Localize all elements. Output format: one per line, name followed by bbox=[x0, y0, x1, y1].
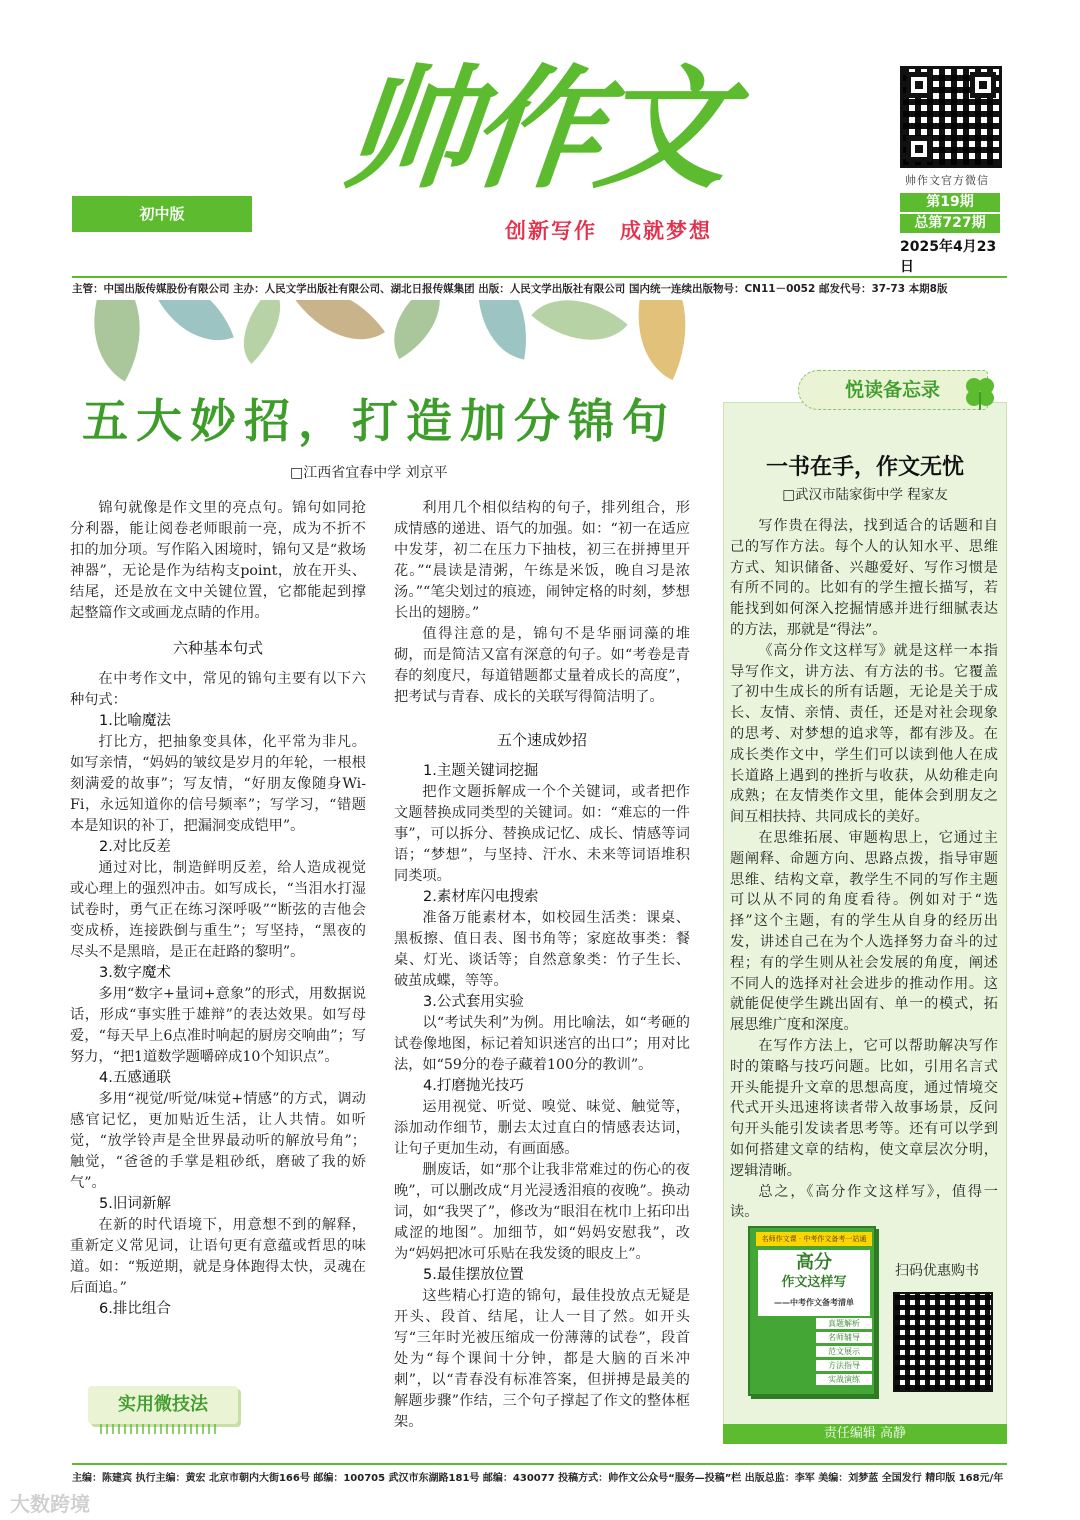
column-label: 实用微技法 bbox=[88, 1386, 238, 1424]
subheading: 4.五感通联 bbox=[99, 1070, 171, 1086]
paragraph: 把作文题拆解成一个个关键词，或者把作文题替换成同类型的关键词。如：“难忘的一件事”，可以拆分、替换成记忆、成长、情感等词语；“梦想”，与坚持、汗水、未来等词语堆积同类项。 bbox=[394, 784, 690, 884]
paragraph: 《高分作文这样写》就是这样一本指导写作文，讲方法、有方法的书。它覆盖了初中生成长的所有话题，无论是关于成长、友情、亲情、责任，还是对社会现象的思考、对梦想的追求等，都有涉及。在成长类作文中，学生们可以读到他人在成长道路上遇到的挫折与收获，从幼稚走向成熟；在友情类作文里，能体会到朋友之间互相扶持、共同成长的美好。 bbox=[730, 642, 998, 826]
leaf-icon bbox=[223, 300, 301, 364]
paragraph: 写作贵在得法，找到适合的话题和自己的写作方法。每个人的认知水平、思维方式、知识储备、兴趣爱好、写作习惯是有所不同的。比如有的学生擅长描写，若能找到如何深入挖掘情感并进行细腻表达的方法，那就是“得法”。 bbox=[730, 518, 998, 638]
paragraph: 打比方，把抽象变具体，化平常为非凡。如写亲情，“妈妈的皱纹是岁月的年轮，一根根刻满爱的故事”；写友情，“好朋友像随身Wi-Fi，永远知道你的信号频率”；写学习，“错题本是知识的补丁，把漏洞变成铠甲”。 bbox=[70, 734, 366, 834]
paragraph: 值得注意的是，锦句不是华丽词藻的堆砌，而是简洁又富有深意的句子。如“考卷是青春的刻度尺，每道错题都丈量着成长的高度”，把考试与青春、成长的关联写得简洁明了。 bbox=[394, 626, 690, 705]
qr-finder-icon bbox=[970, 72, 996, 98]
book-feature: 范文展示 bbox=[816, 1346, 872, 1357]
scan-caption: 扫码优惠购书 bbox=[895, 1263, 979, 1279]
sidebar-title: 一书在手，作文无忧 bbox=[765, 455, 964, 480]
leaf-icon bbox=[531, 300, 628, 367]
masthead bbox=[0, 0, 1080, 295]
book-feature: 名师辅导 bbox=[816, 1332, 872, 1343]
paragraph: 利用几个相似结构的句子，排列组合，形成情感的递进、语气的加强。如：“初一在适应中发芽，初二在压力下抽枝，初三在拼搏里开花。”“晨读是清粥，午练是米饭，晚自习是浓汤。”“笔尖划过的痕迹，闹钟定格的时刻，梦想长出的翅膀。” bbox=[394, 500, 690, 621]
book-feature-list bbox=[816, 1318, 872, 1388]
subheading: 5.旧词新解 bbox=[99, 1196, 171, 1212]
article-headline: 五大妙招，打造加分锦句 bbox=[82, 394, 676, 448]
article-column-left bbox=[70, 498, 366, 1320]
qr-finder-icon bbox=[906, 72, 932, 98]
editor-credit: 责任编辑 高静 bbox=[723, 1424, 1007, 1444]
issue-date: 2025年4月23日 bbox=[900, 239, 997, 275]
qr-caption: 帅作文官方微信 bbox=[905, 174, 989, 187]
subheading: 3.公式套用实验 bbox=[423, 994, 524, 1010]
publisher-info: 主管：中国出版传媒股份有限公司 主办：人民文学出版社有限公司、湖北日报传媒集团 出版：人民文学出版社有限公司 国内统一连续出版物号：CN11－0052 邮发代号：37-73 本期8版 bbox=[72, 276, 1007, 296]
paragraph: 在新的时代语境下，用意想不到的解释，重新定义常见词，让语句更有意蕴或哲思的味道。如：“叛逆期，就是身体跑得太快，灵魂在后面追。” bbox=[70, 1217, 366, 1296]
leaf-banner bbox=[72, 300, 700, 388]
subheading: 4.打磨抛光技巧 bbox=[423, 1078, 524, 1094]
sidebar-byline: □武汉市陆家街中学 程家友 bbox=[782, 487, 948, 503]
book-series: 名师作文课 · 中考作文备考一站通 bbox=[756, 1232, 872, 1246]
wechat-qr-code[interactable] bbox=[900, 66, 1002, 168]
subheading: 1.比喻魔法 bbox=[99, 713, 171, 729]
book-title bbox=[758, 1250, 870, 1316]
subheading: 5.最佳摆放位置 bbox=[423, 1267, 524, 1283]
leaf-icon bbox=[150, 300, 234, 358]
paragraph: 在写作方法上，它可以帮助解决写作时的策略与技巧问题。比如，引用名言式开头能提升文章的思想高度，通过情境交代式开头迅速将读者带入故事场景，反问句开头能引发读者思考等。还有可以学到如何搭建文章的结构，使文章层次分明，逻辑清晰。 bbox=[730, 1037, 998, 1179]
leaf-icon bbox=[294, 300, 385, 364]
paragraph: 多用“视觉/听觉/味觉+情感”的方式，调动感官记忆，更加贴近生活，让人共情。如听觉，“放学铃声是全世界最动听的解放号角”；触觉，“爸爸的手掌是粗砂纸，磨破了我的娇气”。 bbox=[70, 1091, 366, 1191]
subheading: 1.主题关键词挖掘 bbox=[423, 763, 539, 779]
book-title-second: 作文这样写 bbox=[781, 1275, 847, 1290]
book-title-main: 高分 bbox=[796, 1252, 832, 1273]
sidebar-tag: 悦读备忘录 bbox=[798, 370, 988, 410]
leaf-icon bbox=[465, 300, 539, 360]
total-issue-number: 总第727期 bbox=[900, 214, 1000, 233]
article-intro: 锦句就像是作文里的亮点句。锦句如同抢分利器，能让阅卷老师眼前一亮，成为不折不扣的加分项。写作陷入困境时，锦句又是“救场神器”，无论是作为结构支point，放在开头、结尾，还是放在文中关键位置，它都能起到撑起整篇作文或画龙点睛的作用。 bbox=[70, 500, 366, 621]
paragraph: 删废话，如“那个让我非常难过的伤心的夜晚”，可以删改成“月光浸透泪痕的夜晚”。换动词，如“我哭了”，修改为“眼泪在枕巾上拓印出咸涩的地图”。加细节，如“妈妈安慰我”，改为“妈妈把冰可乐贴在我发烫的眼皮上”。 bbox=[394, 1162, 690, 1262]
subheading: 2.素材库闪电搜索 bbox=[423, 889, 539, 905]
subheading: 2.对比反差 bbox=[99, 839, 171, 855]
leaf-icon bbox=[374, 300, 460, 359]
grass-icon bbox=[100, 1424, 220, 1434]
paragraph: 在思维拓展、审题构思上，它通过主题阐释、命题方向、思路点拨，指导审题思维、结构文章，教学生不同的写作主题可以从不同的角度看待。例如对于“选择”这个主题，有的学生从自身的经历出发，讲述自己在为个人选择努力奋斗的过程；有的学生则从社会发展的角度，阐述不同人的选择对社会进步的推动作用。这就能促使学生跳出固有、单一的模式，拓展思维广度和深度。 bbox=[730, 829, 998, 1034]
article-column-middle bbox=[394, 498, 690, 1433]
watermark: 大数跨境 bbox=[10, 1492, 90, 1516]
newspaper-logo: 帅作文 bbox=[336, 53, 732, 207]
section-intro: 在中考作文中，常见的锦句主要有以下六种句式： bbox=[70, 671, 366, 708]
book-feature: 真题解析 bbox=[816, 1318, 872, 1329]
clover-icon bbox=[962, 374, 998, 410]
paragraph: 这些精心打造的锦句，最佳投放点无疑是开头、段首、结尾，让人一目了然。如开头写“三年时光被压缩成一份薄薄的试卷”，段首处为“每个课间十分钟，都是大脑的百米冲刺”，以“青春没有标准答案，但拼搏是最美的解题步骤”作结，三个句子撑起了作文的整体框架。 bbox=[394, 1288, 690, 1430]
issue-number: 第19期 bbox=[900, 193, 1000, 212]
section-heading: 六种基本句式 bbox=[172, 639, 263, 657]
section-heading: 五个速成妙招 bbox=[496, 731, 587, 749]
edition-label: 初中版 bbox=[72, 196, 252, 232]
book-cover[interactable] bbox=[748, 1226, 876, 1396]
article-byline: □江西省宜春中学 刘京平 bbox=[290, 465, 448, 481]
book-subtitle: ——中考作文备考清单 bbox=[774, 1298, 854, 1307]
subheading: 3.数字魔术 bbox=[99, 965, 171, 981]
paragraph: 通过对比，制造鲜明反差，给人造成视觉或心理上的强烈冲击。如写成长，“当泪水打湿试卷时，勇气正在练习深呼吸”“断弦的吉他会变成桥，连接跌倒与重生”；写坚持，“黑夜的尽头不是黑暗，是正在赶路的黎明”。 bbox=[70, 860, 366, 960]
qr-finder-icon bbox=[906, 136, 932, 162]
paragraph: 总之，《高分作文这样写》，值得一读。 bbox=[730, 1183, 998, 1221]
footer-info: 主编：陈建宾 执行主编：黄宏 北京市朝内大街166号 邮编：100705 武汉市东湖路181号 邮编：430077 投稿方式：帅作文公众号“服务—投稿”栏 出版总监：李军 美编：刘梦蓝 全国发行 精印版 168元/年 bbox=[72, 1463, 1007, 1484]
issue-info bbox=[900, 193, 1000, 276]
paragraph: 准备万能素材本，如校园生活类：课桌、黑板擦、值日表、图书角等；家庭故事类：餐桌、灯光、谈话等；自然意象类：竹子生长、破茧成蝶，等等。 bbox=[394, 910, 690, 989]
sidebar-text bbox=[730, 516, 998, 1223]
leaf-icon bbox=[72, 300, 170, 381]
leaf-icon bbox=[609, 300, 700, 380]
subheading: 6.排比组合 bbox=[99, 1301, 171, 1317]
book-feature: 实战演练 bbox=[816, 1374, 872, 1385]
paragraph: 多用“数字+量词+意象”的形式，用数据说话，形成“事实胜于雄辩”的表达效果。如写母爱，“每天早上6点准时响起的厨房交响曲”；写努力，“把1道数学题嚼碎成10个知识点”。 bbox=[70, 986, 366, 1065]
slogan: 创新写作 成就梦想 bbox=[505, 219, 712, 243]
paragraph: 运用视觉、听觉、嗅觉、味觉、触觉等，添加动作细节，删去太过直白的情感表达词，让句子更加生动，有画面感。 bbox=[394, 1099, 690, 1157]
book-feature: 方法指导 bbox=[816, 1360, 872, 1371]
purchase-qr-code[interactable] bbox=[893, 1292, 993, 1392]
paragraph: 以“考试失利”为例。用比喻法，如“考砸的试卷像地图，标记着知识迷宫的出口”；用对比法，如“59分的卷子藏着100分的教训”。 bbox=[394, 1015, 690, 1073]
